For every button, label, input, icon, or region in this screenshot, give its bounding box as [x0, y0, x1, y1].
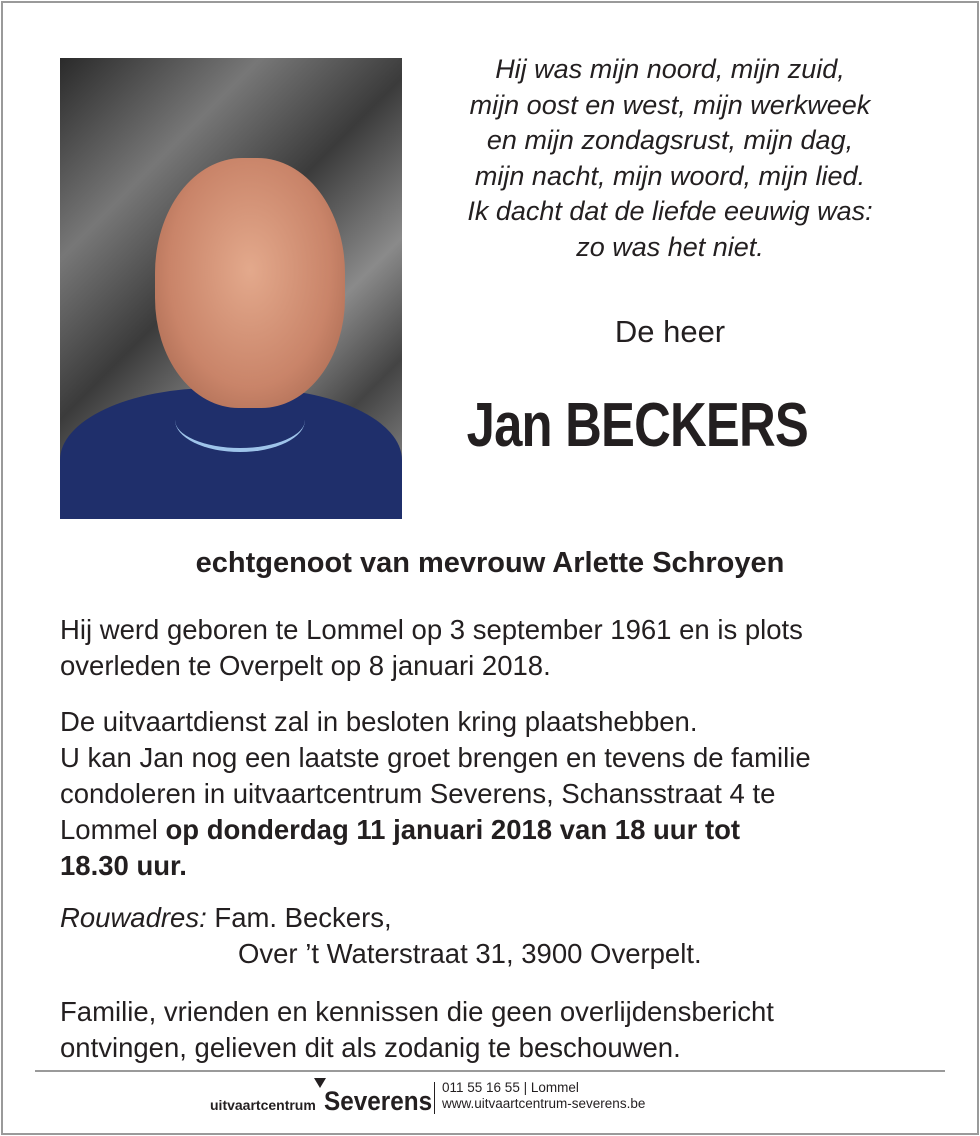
text-line: condoleren in uitvaartcentrum Severens, Schansstraat 4 te [60, 778, 776, 809]
footer-separator [434, 1082, 435, 1114]
text-line: overleden te Overpelt op 8 januari 2018. [60, 650, 551, 681]
address-paragraph [60, 900, 940, 972]
text-line [60, 900, 940, 936]
text-line: Hij werd geboren te Lommel op 3 september 1961 en is plots [60, 614, 803, 645]
deceased-name: Jan BECKERS [466, 391, 808, 460]
portrait-photo [60, 58, 402, 519]
address-name: Fam. Beckers, [206, 902, 392, 933]
footer-brand: Severens [324, 1086, 433, 1116]
text-line: ontvingen, gelieven dit als zodanig te beschouwen. [60, 1032, 681, 1063]
text-plain: Lommel [60, 814, 166, 845]
text-line: De uitvaartdienst zal in besloten kring plaatshebben. [60, 706, 698, 737]
text-line: U kan Jan nog een laatste groet brengen en tevens de familie [60, 742, 811, 773]
closing-paragraph [60, 994, 940, 1066]
visitation-time: op donderdag 11 januari 2018 van 18 uur tot [165, 814, 741, 845]
salutation: De heer [614, 314, 726, 349]
photo-face [155, 158, 345, 408]
poem-line: mijn nacht, mijn woord, mijn lied. [474, 160, 866, 191]
footer-phone: 011 55 16 55 | Lommel [442, 1080, 579, 1095]
birth-death-paragraph [60, 612, 940, 684]
footer-contact [442, 1080, 645, 1112]
service-paragraph [60, 704, 940, 884]
address-label: Rouwadres: [60, 902, 207, 933]
poem-line: en mijn zondagsrust, mijn dag, [486, 125, 854, 155]
footer-prefix: uitvaartcentrum [210, 1097, 316, 1113]
footer-website[interactable]: www.uitvaartcentrum-severens.be [442, 1096, 646, 1111]
poem [420, 52, 920, 265]
poem-line: mijn oost en west, mijn werkweek [469, 89, 871, 120]
spouse-line: echtgenoot van mevrouw Arlette Schroyen [195, 547, 785, 579]
poem-line: Ik dacht dat de liefde eeuwig was: [467, 196, 873, 226]
footer-divider [35, 1070, 945, 1072]
text-line: Familie, vrienden en kennissen die geen overlijdensbericht [60, 996, 774, 1027]
poem-line: zo was het niet. [576, 231, 764, 262]
address-street: Over ’t Waterstraat 31, 3900 Overpelt. [238, 938, 702, 969]
visitation-time-end: 18.30 uur. [60, 850, 187, 881]
text-line [60, 812, 940, 848]
poem-line: Hij was mijn noord, mijn zuid, [495, 54, 845, 84]
